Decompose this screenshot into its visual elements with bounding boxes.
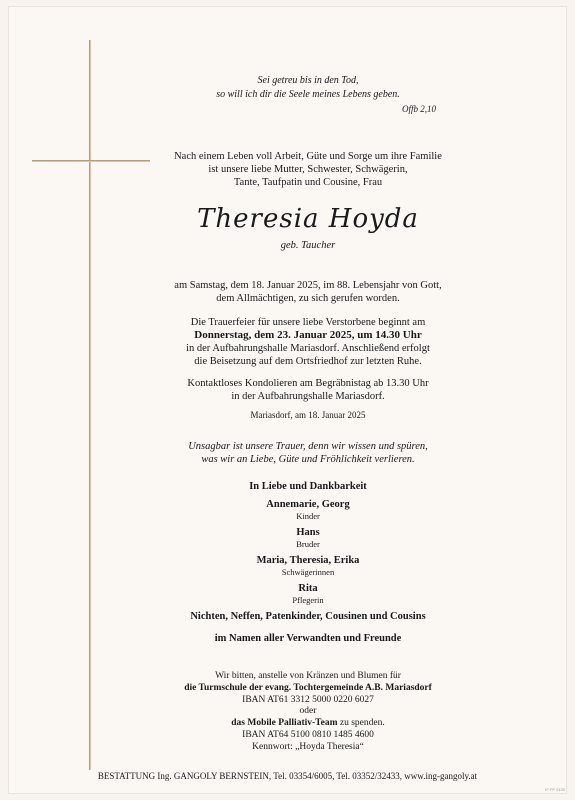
- donation-keyword: Kennwort: „Hoyda Theresia“: [252, 741, 364, 752]
- funeral-line: die Beisetzung auf dem Ortsfriedhof zur letzten Ruhe.: [194, 356, 422, 367]
- cross-horizontal-line: [32, 160, 150, 162]
- place-date: Mariasdorf, am 18. Januar 2025: [250, 410, 366, 420]
- death-line: am Samstag, dem 18. Januar 2025, im 88. Lebensjahr von Gott,: [174, 280, 442, 291]
- mourner-name: Annemarie, Georg: [266, 499, 350, 510]
- funeral-date: Donnerstag, dem 23. Januar 2025, um 14.30 Uhr: [194, 329, 422, 341]
- donation-line: Wir bitten, anstelle von Kränzen und Blumen für: [215, 671, 401, 681]
- birth-name: geb. Taucher: [280, 240, 336, 251]
- funeral-info: [150, 316, 466, 368]
- mourner-group: [150, 583, 466, 606]
- mourning-verse: [150, 440, 466, 466]
- cross-vertical-line: [89, 40, 91, 770]
- relatives-line: Nichten, Neffen, Patenkinder, Cousinen und Cousins: [190, 611, 426, 622]
- death-line: dem Allmächtigen, zu sich gerufen worden.: [216, 293, 400, 304]
- condolence-line: in der Aufbahrungshalle Mariasdorf.: [231, 391, 385, 402]
- donation-recipient: die Turmschule der evang. Tochtergemeinde A.B. Mariasdorf: [184, 682, 432, 693]
- donation-recipient: das Mobile Palliativ-Team: [231, 718, 338, 729]
- mourners-section: [150, 481, 466, 645]
- mourner-group: [150, 555, 466, 578]
- donation-iban: IBAN AT61 3312 5000 0220 6027: [242, 694, 374, 705]
- donation-iban: IBAN AT64 5100 0810 1485 4600: [242, 729, 374, 740]
- donation-request: [150, 671, 466, 754]
- mourner-name: Hans: [296, 527, 320, 538]
- mourning-verse-line: was wir an Liebe, Güte und Fröhlichkeit verlieren.: [201, 454, 415, 465]
- funeral-line: Die Trauerfeier für unsere liebe Verstorbene beginnt am: [190, 317, 426, 328]
- condolence-line: Kontaktloses Kondolieren am Begräbnistag ab 13.30 Uhr: [187, 378, 429, 389]
- verse-line: Sei getreu bis in den Tod,: [257, 75, 359, 86]
- mourner-name: Maria, Theresia, Erika: [256, 555, 360, 566]
- mourning-verse-line: Unsagbar ist unsere Trauer, denn wir wissen und spüren,: [188, 441, 428, 452]
- donation-line-suffix: zu spenden.: [337, 718, 385, 729]
- verse-line: so will ich dir die Seele meines Lebens geben.: [216, 89, 400, 100]
- donation-line: oder: [299, 706, 317, 717]
- intro-text: [150, 150, 466, 189]
- funeral-home-footer: BESTATTUNG Ing. GANGOLY BERNSTEIN, Tel. 03354/6005, Tel. 03352/32433, www.ing-gangoly.at: [97, 771, 478, 781]
- donation-line: [150, 718, 466, 730]
- mourner-group: [150, 499, 466, 522]
- mourner-relation: Bruder: [296, 539, 320, 549]
- mourner-name: Rita: [298, 583, 318, 594]
- mourners-heading: In Liebe und Dankbarkeit: [249, 481, 367, 492]
- mourner-relation: Schwägerinnen: [281, 567, 335, 577]
- death-notice: [150, 279, 466, 305]
- deceased-name: Theresia Hoyda: [197, 204, 419, 234]
- intro-line: ist unsere liebe Mutter, Schwester, Schwägerin,: [208, 164, 408, 175]
- mourner-group: [150, 527, 466, 550]
- intro-line: Nach einem Leben voll Arbeit, Güte und Sorge um ihre Familie: [174, 151, 442, 162]
- mourner-relation: Kinder: [296, 511, 320, 521]
- print-code: IF FP 0130: [545, 787, 565, 792]
- funeral-line: in der Aufbahrungshalle Mariasdorf. Anschließend erfolgt: [186, 343, 430, 354]
- verse-reference: Offb 2,10: [401, 104, 436, 114]
- mourner-relation: Pflegerin: [292, 595, 324, 605]
- intro-line: Tante, Taufpatin und Cousine, Frau: [233, 177, 383, 188]
- bible-verse: [150, 74, 466, 116]
- on-behalf-line: im Namen aller Verwandten und Freunde: [214, 633, 402, 644]
- condolence-info: [150, 377, 466, 403]
